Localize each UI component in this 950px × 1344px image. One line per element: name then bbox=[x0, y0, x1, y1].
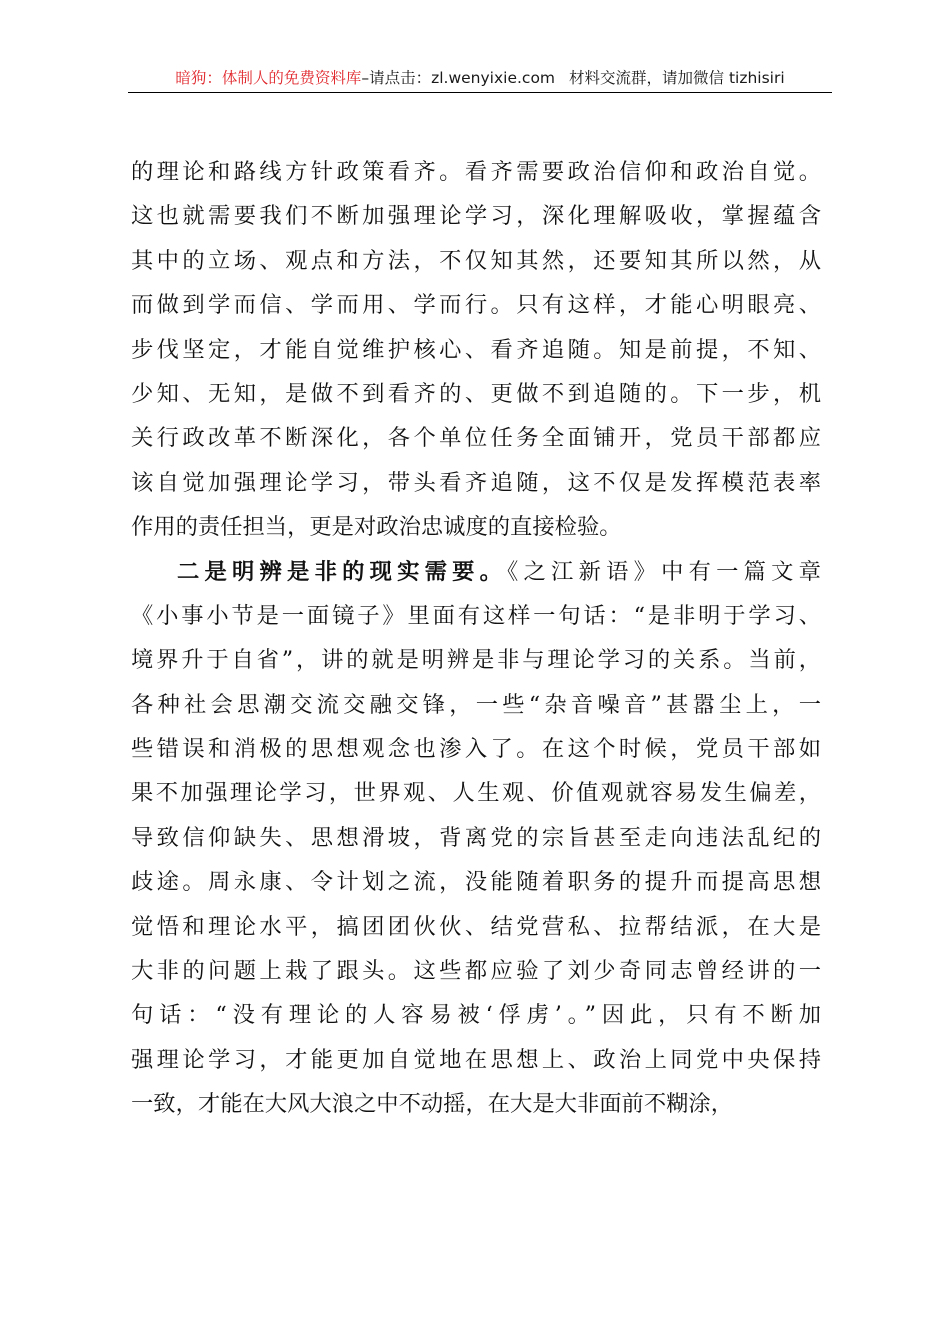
paragraph-line: 一致，才能在大风大浪之中不动摇，在大是大非面前不糊涂， bbox=[131, 1091, 734, 1118]
paragraph-1 bbox=[131, 150, 821, 550]
document-body bbox=[131, 150, 821, 1127]
paragraph-first-line bbox=[131, 550, 821, 594]
header-click-prompt: –请点击： bbox=[361, 69, 432, 87]
paragraph-line: 《小事小节是一面镜子》里面有这样一句话：“是非明于学习、 bbox=[131, 602, 821, 629]
paragraph-line: 该自觉加强理论学习，带头看齐追随，这不仅是发挥模范表率 bbox=[131, 469, 821, 496]
paragraph-line: 些错误和消极的思想观念也渗入了。在这个时候，党员干部如 bbox=[131, 736, 821, 763]
paragraph-line-rest: 《之江新语》中有一篇文章 bbox=[507, 558, 821, 585]
paragraph-line: 作用的责任担当，更是对政治忠诚度的直接检验。 bbox=[131, 514, 622, 541]
paragraph-line: 这也就需要我们不断加强理论学习，深化理解吸收，掌握蕴含 bbox=[131, 203, 821, 230]
header-url-link[interactable]: zl.wenyixie.com bbox=[431, 69, 556, 87]
header-group-text: 材料交流群，请加微信 tizhisiri bbox=[569, 69, 785, 87]
paragraph-line: 句话：“没有理论的人容易被‘俘虏’。”因此，只有不断加 bbox=[131, 1002, 821, 1029]
paragraph-line: 其中的立场、观点和方法，不仅知其然，还要知其所以然，从 bbox=[131, 247, 821, 274]
paragraph-line: 关行政改革不断深化，各个单位任务全面铺开，党员干部都应 bbox=[131, 425, 821, 452]
paragraph-line: 的理论和路线方针政策看齐。看齐需要政治信仰和政治自觉。 bbox=[131, 159, 821, 185]
paragraph-line: 歧途。周永康、令计划之流，没能随着职务的提升而提高思想 bbox=[131, 869, 821, 896]
paragraph-line: 导致信仰缺失、思想滑坡，背离党的宗旨甚至走向违法乱纪的 bbox=[131, 824, 821, 851]
paragraph-line: 大非的问题上栽了跟头。这些都应验了刘少奇同志曾经讲的一 bbox=[131, 958, 821, 985]
paragraph-line: 少知、无知，是做不到看齐的、更做不到追随的。下一步，机 bbox=[131, 380, 821, 407]
header-site-name: 暗狗：体制人的免费资料库 bbox=[175, 69, 362, 87]
paragraph-2 bbox=[131, 550, 821, 1127]
paragraph-line: 强理论学习，才能更加自觉地在思想上、政治上同党中央保持 bbox=[131, 1046, 821, 1073]
paragraph-line: 步伐坚定，才能自觉维护核心、看齐追随。知是前提，不知、 bbox=[131, 336, 821, 363]
paragraph-line: 各种社会思潮交流交融交锋，一些“杂音噪音”甚嚣尘上，一 bbox=[131, 691, 821, 718]
paragraph-line: 觉悟和理论水平，搞团团伙伙、结党营私、拉帮结派，在大是 bbox=[131, 913, 821, 940]
paragraph-line: 而做到学而信、学而用、学而行。只有这样，才能心明眼亮、 bbox=[131, 292, 821, 319]
page-header bbox=[128, 64, 832, 93]
paragraph-line: 境界升于自省”，讲的就是明辨是非与理论学习的关系。当前， bbox=[131, 647, 821, 674]
section-heading: 二是明辨是非的现实需要。 bbox=[177, 558, 508, 585]
paragraph-line: 果不加强理论学习，世界观、人生观、价值观就容易发生偏差， bbox=[131, 780, 821, 807]
